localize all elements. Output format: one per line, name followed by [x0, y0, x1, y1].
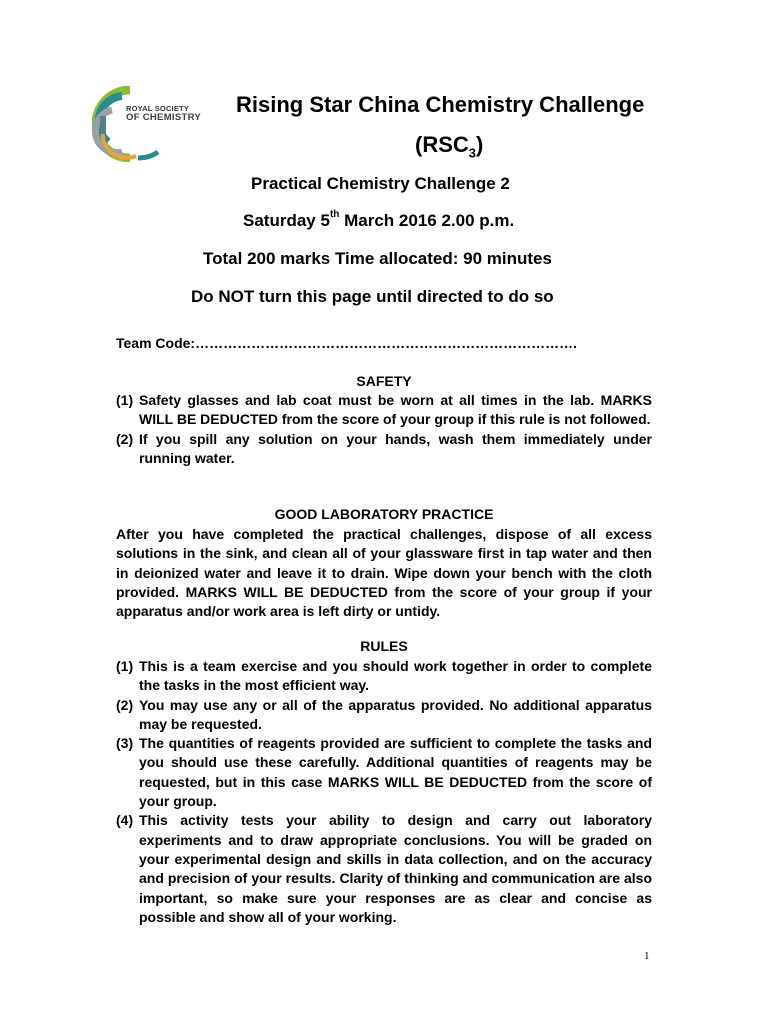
date-suffix: March 2016 2.00 p.m.: [339, 211, 515, 230]
item-number: (1): [116, 392, 134, 408]
glp-heading: GOOD LABORATORY PRACTICE: [274, 506, 494, 522]
list-item: [116, 430, 652, 469]
list-item: [116, 391, 652, 430]
item-text: This is a team exercise and you should work together in order to complete the tasks in the most efficient way.: [139, 658, 652, 694]
rules-list: [116, 657, 652, 927]
challenge-name: Practical Chemistry Challenge 2: [251, 174, 510, 193]
logo-line-2: OF CHEMISTRY: [126, 112, 202, 123]
logo-line-1: ROYAL SOCIETY: [126, 104, 190, 113]
rsc-logo: [92, 86, 210, 162]
rsc-logo-mark: [92, 86, 210, 162]
challenge-date: [243, 211, 514, 231]
safety-heading: SAFETY: [356, 373, 412, 389]
list-item: [116, 811, 652, 927]
safety-list: [116, 391, 652, 468]
title-abbrev-prefix: (RSC: [415, 132, 469, 157]
logo-wordmark: [126, 104, 201, 122]
glp-paragraph: After you have completed the practical challenges, dispose of all excess solutions in the sink, and clean all of your glassware first in tap water and then in deionized water and leave it to drain. Wipe down your bench with the cloth provided. MARKS WILL BE DEDUCTED from the score of your group if your apparatus and/or work area is left dirty or untidy.: [116, 526, 652, 620]
item-text: If you spill any solution on your hands, wash them immediately under running water.: [139, 430, 652, 466]
list-item: [116, 734, 652, 811]
date-prefix: Saturday 5: [243, 211, 330, 230]
page-number: 1: [644, 950, 650, 962]
item-number: (2): [116, 430, 134, 447]
item-number: (1): [116, 658, 134, 674]
team-code-field: Team Code:……………………………………………………………………….: [116, 335, 577, 351]
title-abbrev-subscript: 3: [468, 145, 477, 161]
marks-and-time: Total 200 marks Time allocated: 90 minutes: [203, 249, 552, 268]
document-title-abbrev: [415, 132, 483, 160]
item-number: (3): [116, 735, 134, 752]
item-number: (2): [116, 696, 134, 713]
list-item: [116, 657, 652, 696]
item-text: You may use any or all of the apparatus provided. No additional apparatus may be requested.: [139, 696, 652, 732]
list-item: [116, 696, 652, 735]
item-text: Safety glasses and lab coat must be worn at all times in the lab. MARKS WILL BE DEDUCTED from the score of your group if this rule is not followed.: [139, 392, 652, 428]
date-ordinal: th: [329, 209, 340, 221]
document-title: Rising Star China Chemistry Challenge: [236, 92, 645, 117]
item-text: The quantities of reagents provided are sufficient to complete the tasks and you should use these carefully. Additional quantities of reagents may be requested, but in this case MARKS WILL BE DEDUCTED from the score of your group.: [139, 735, 652, 810]
turn-page-instruction: Do NOT turn this page until directed to do so: [191, 287, 554, 306]
title-abbrev-suffix: ): [476, 132, 484, 157]
item-text: This activity tests your ability to design and carry out laboratory experiments and to draw appropriate conclusions. You will be graded on your experimental design and skills in data collection, and on the accuracy and precision of your results. Clarity of thinking and communication are also important, so make sure your responses are as clear and concise as possible and show all of your working.: [139, 812, 652, 925]
rules-heading: RULES: [360, 638, 408, 654]
item-number: (4): [116, 812, 134, 829]
